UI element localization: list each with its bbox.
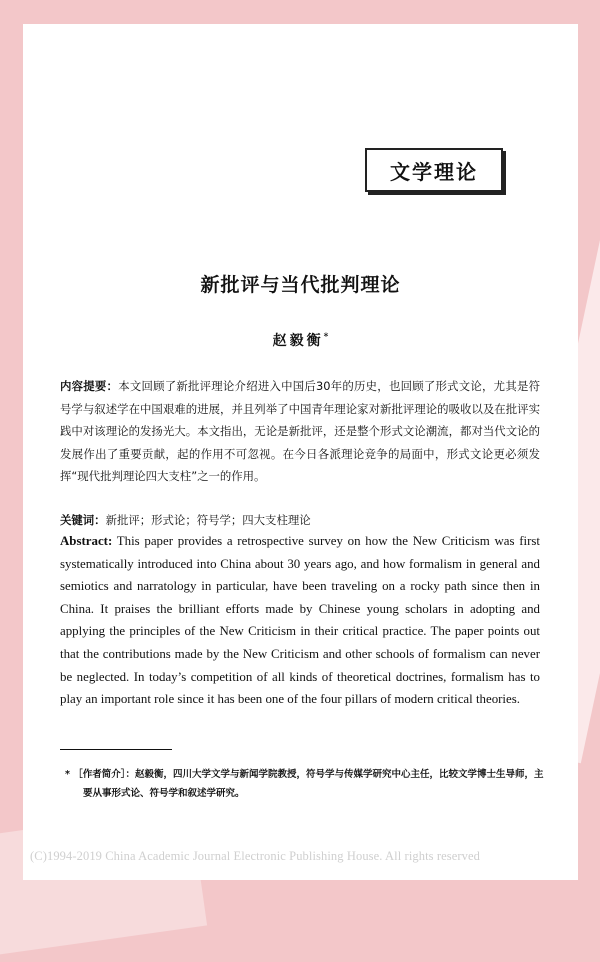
chinese-abstract-text: 本文回顾了新批评理论介绍进入中国后30年的历史，也回顾了形式文论，尤其是符号学与叙述学在中国艰难的进展，并且列举了中国青年理论家对新批评理论的吸收以及在批评实践中对该理论的发扬光大。本文指出，无论是新批评，还是整个形式文论潮流，都对当代文论的发展作出了重要贡献，起的作用不可忽视。在今日各派理论竞争的局面中，形式文论更必须发挥“现代批判理论四大支柱”之一的作用。 bbox=[60, 379, 540, 483]
english-abstract bbox=[60, 530, 540, 711]
author-footnote-mark: * bbox=[323, 332, 329, 343]
footnote-label: ［作者简介］： bbox=[73, 769, 136, 780]
english-abstract-label: Abstract: bbox=[60, 534, 113, 548]
english-abstract-text: This paper provides a retrospective survey on how the New Criticism was first systematically introduced into China about 30 years ago, and how formalism in general and semiotics and narratology in particular, have been traveling on a rocky path since then in China. It praises the brilliant efforts made by Chinese young scholars in adopting and applying the principles of the New Criticism in their critical practice. The paper points out that the contributions made by the New Criticism and other schools of formalism can never be neglected. In today’s competition of all kinds of theoretical doctrines, formalism has to play an important role since it has been one of the four pillars of modern critical theories. bbox=[60, 534, 540, 707]
footnote-mark: * bbox=[65, 769, 70, 780]
article-title: 新批评与当代批判理论 bbox=[200, 274, 401, 296]
footnote-text: 赵毅衡，四川大学文学与新闻学院教授，符号学与传媒学研究中心主任，比较文学博士生导师，主要从事形式论、符号学和叙述学研究。 bbox=[83, 769, 544, 799]
footnote-divider bbox=[60, 749, 172, 750]
author-name: 赵毅衡 bbox=[272, 333, 324, 349]
paper-page bbox=[23, 24, 578, 880]
keywords-text: 新批评；形式论；符号学；四大支柱理论 bbox=[105, 513, 311, 527]
author-line bbox=[23, 330, 578, 350]
copyright-watermark: (C)1994-2019 China Academic Journal Electronic Publishing House. All rights reserved bbox=[30, 849, 480, 863]
author-footnote bbox=[65, 765, 553, 803]
keywords-label: 关键词： bbox=[60, 513, 106, 527]
section-label: 文学理论 bbox=[365, 148, 503, 192]
chinese-abstract bbox=[60, 375, 540, 488]
chinese-abstract-label: 内容提要： bbox=[60, 379, 119, 393]
keywords bbox=[60, 509, 540, 532]
